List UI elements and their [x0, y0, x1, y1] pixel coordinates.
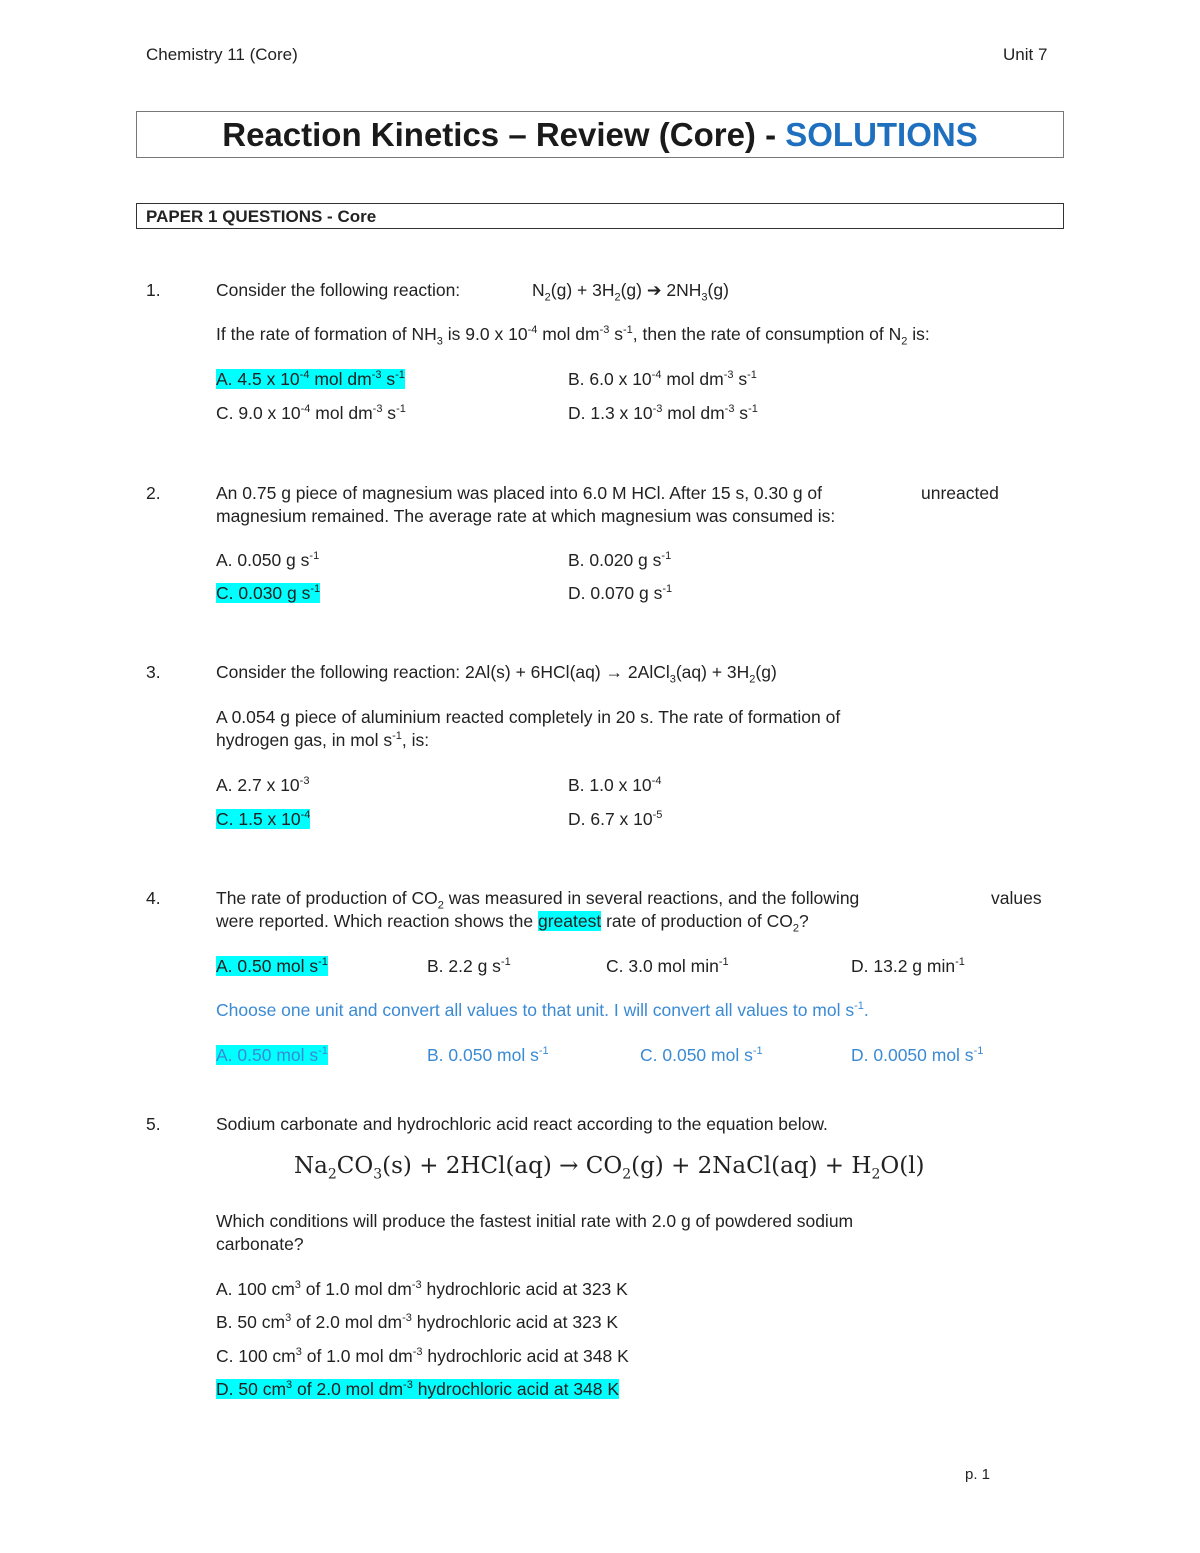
- q3-option-c[interactable]: C. 1.5 x $10^{-4}$: [216, 809, 311, 829]
- section-heading: PAPER 1 QUESTIONS - Core: [136, 203, 1064, 229]
- q4-option-b[interactable]: B. 2.2 g $s^{-1}$: [427, 956, 511, 976]
- header-course: Chemistry 11 (Core): [146, 45, 298, 64]
- q1-stem: If the rate of formation of $NH_3$ is 9.0 x $10^{-4}$ mol $dm^{-3}$ $s^{-1}$, then the rate of consumption of $N_2$ is:: [216, 324, 930, 348]
- q4-converted-a: A. 0.50 mol $s^{-1}$: [216, 1045, 328, 1065]
- q5-option-c[interactable]: C. 100 $cm^3$ of 1.0 mol $dm^{-3}$ hydrochloric acid at 348 K: [216, 1346, 629, 1366]
- q5-equation: $Na_2CO_3(s) + 2HCl(aq) \to CO_2(g)$ + 2NaCl(aq) + $H_2O(l)$: [294, 1153, 925, 1183]
- q4-option-d[interactable]: D. 13.2 g $\min^{-1}$: [851, 956, 965, 976]
- q4-line1: The rate of production of $CO_2$ was measured in several reactions, and the following: [216, 888, 860, 912]
- q4-number: 4.: [146, 888, 161, 908]
- q1-option-c[interactable]: C. 9.0 x $10^{-4}$ mol $dm^{-3}$ $s^{-1}$: [216, 403, 406, 423]
- q3-line3: hydrogen gas, in mol $s^{-1}$, is:: [216, 730, 430, 750]
- q1-option-d[interactable]: D. 1.3 x $10^{-3}$ mol $dm^{-3}$ $s^{-1}$: [568, 403, 758, 423]
- q4-line1c: values: [991, 888, 1042, 908]
- q1-option-a[interactable]: A. 4.5 x $10^{-4}$ mol $dm^{-3}$ $s^{-1}$: [216, 369, 405, 389]
- q5-line2: Which conditions will produce the fastest initial rate with 2.0 g of powdered sodium: [216, 1211, 854, 1231]
- q2-option-a[interactable]: A. 0.050 g $s^{-1}$: [216, 550, 320, 570]
- q3-number: 3.: [146, 662, 161, 682]
- q1-equation: $N_2(g) + 3H_2(g)$ ➔ $2NH_3(g)$: [532, 280, 729, 304]
- q5-number: 5.: [146, 1114, 161, 1134]
- q3-option-a[interactable]: A. 2.7 x $10^{-3}$: [216, 775, 310, 795]
- header-unit: Unit 7: [1003, 45, 1048, 64]
- q4-converted-c: C. 0.050 mol $s^{-1}$: [640, 1045, 763, 1065]
- q2-line1b: unreacted: [921, 483, 999, 503]
- q5-option-b[interactable]: B. 50 $cm^3$ of 2.0 mol $dm^{-3}$ hydrochloric acid at 323 K: [216, 1312, 619, 1332]
- q3-line2: A 0.054 g piece of aluminium reacted completely in 20 s. The rate of formation of: [216, 707, 841, 727]
- q4-option-a[interactable]: A. 0.50 mol $s^{-1}$: [216, 956, 328, 976]
- q4-conversion-note: Choose one unit and convert all values to that unit. I will convert all values to mol $s^{-1}$.: [216, 1000, 869, 1020]
- q2-option-c[interactable]: C. 0.030 g $s^{-1}$: [216, 583, 321, 603]
- q3-option-b[interactable]: B. 1.0 x $10^{-4}$: [568, 775, 662, 795]
- title-solutions: SOLUTIONS: [785, 116, 978, 153]
- page-title: [136, 111, 1064, 158]
- page-number: p. 1: [965, 1466, 991, 1483]
- q2-line1: An 0.75 g piece of magnesium was placed into 6.0 M HCl. After 15 s, 0.30 g of: [216, 483, 823, 503]
- q5-line3: carbonate?: [216, 1234, 304, 1254]
- q1-number: 1.: [146, 280, 161, 300]
- q5-option-a[interactable]: A. 100 $cm^3$ of 1.0 mol $dm^{-3}$ hydrochloric acid at 323 K: [216, 1279, 628, 1299]
- q4-option-c[interactable]: C. 3.0 mol $\min^{-1}$: [606, 956, 729, 976]
- q2-option-b[interactable]: B. 0.020 g $s^{-1}$: [568, 550, 672, 570]
- q2-option-d[interactable]: D. 0.070 g $s^{-1}$: [568, 583, 673, 603]
- q2-number: 2.: [146, 483, 161, 503]
- q4-line2: were reported. Which reaction shows the greatest rate of production of $CO_2$?: [216, 911, 809, 935]
- q1-option-b[interactable]: B. 6.0 x $10^{-4}$ mol $dm^{-3}$ $s^{-1}$: [568, 369, 757, 389]
- q3-option-d[interactable]: D. 6.7 x $10^{-5}$: [568, 809, 663, 829]
- q1-intro: Consider the following reaction:: [216, 280, 461, 300]
- q5-line1: Sodium carbonate and hydrochloric acid react according to the equation below.: [216, 1114, 828, 1134]
- q4-converted-b: B. 0.050 mol $s^{-1}$: [427, 1045, 549, 1065]
- q4-converted-d: D. 0.0050 mol $s^{-1}$: [851, 1045, 984, 1065]
- q3-line1: Consider the following reaction: 2Al(s) + 6HCl(aq) → 2AlCl$_3$(aq) + $3H_2(g)$: [216, 662, 777, 686]
- title-main: Reaction Kinetics – Review (Core) -: [222, 116, 786, 153]
- q2-line2: magnesium remained. The average rate at which magnesium was consumed is:: [216, 506, 836, 526]
- q5-option-d[interactable]: D. 50 $cm^3$ of 2.0 mol $dm^{-3}$ hydrochloric acid at 348 K: [216, 1379, 620, 1399]
